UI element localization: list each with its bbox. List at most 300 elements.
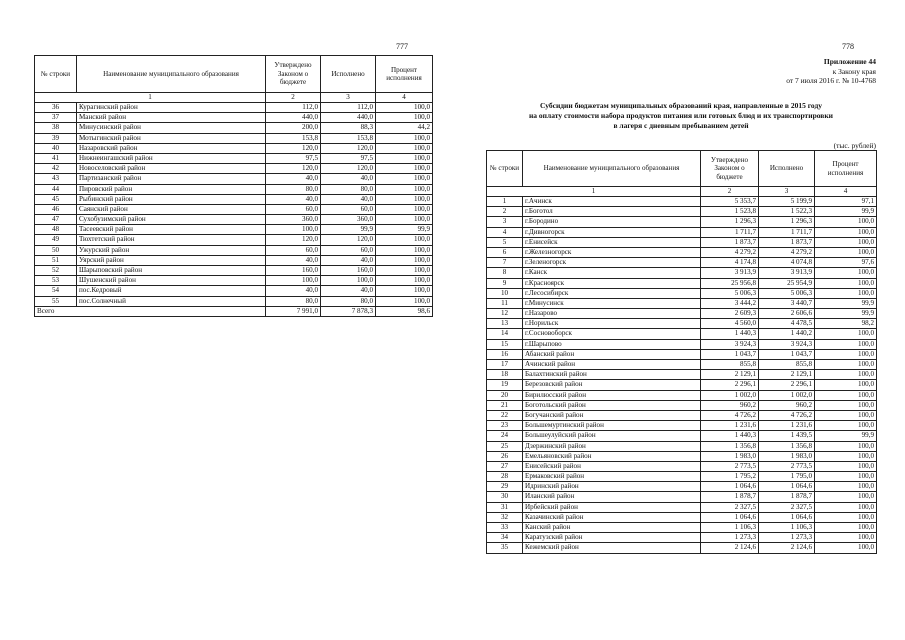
municipality-name: Емельяновский район [523, 451, 701, 461]
table-row [487, 268, 877, 278]
execution-percent: 100,0 [815, 533, 877, 543]
municipality-name: Иланский район [523, 492, 701, 502]
executed-amount: 855,8 [759, 360, 815, 370]
left-page-number: 777 [396, 42, 408, 51]
municipality-name: Новоселовский район [77, 164, 266, 174]
execution-percent: 100,0 [815, 461, 877, 471]
table-row [35, 133, 433, 143]
municipality-name: Балахтинский район [523, 370, 701, 380]
executed-amount: 2 296,1 [759, 380, 815, 390]
execution-percent: 100,0 [815, 247, 877, 257]
municipality-name: Партизанский район [77, 174, 266, 184]
col-number-3: 3 [321, 93, 376, 103]
row-number: 7 [487, 258, 523, 268]
annex-date: от 7 июля 2016 г. № 10-4768 [786, 76, 876, 85]
execution-percent: 100,0 [376, 133, 433, 143]
table-row [35, 225, 433, 235]
title-line-2: на оплату стоимости набора продуктов питания или готовых блюд и их транспортировки [528, 111, 833, 120]
approved-amount: 4 174,8 [701, 258, 759, 268]
table-row [487, 258, 877, 268]
execution-percent: 100,0 [815, 502, 877, 512]
table-row [35, 123, 433, 133]
annex-law-reference: к Закону края [832, 66, 876, 76]
row-number: 42 [35, 164, 77, 174]
approved-amount: 960,2 [701, 400, 759, 410]
approved-amount: 4 279,2 [701, 247, 759, 257]
execution-percent: 100,0 [815, 543, 877, 553]
row-number: 2 [487, 207, 523, 217]
approved-amount: 112,0 [266, 103, 321, 113]
execution-percent: 100,0 [376, 143, 433, 153]
header-percent: Процент исполнения [815, 151, 877, 187]
execution-percent: 100,0 [376, 266, 433, 276]
execution-percent: 100,0 [815, 370, 877, 380]
municipality-name: г.Норильск [523, 319, 701, 329]
table-row [487, 339, 877, 349]
approved-amount: 1 356,8 [701, 441, 759, 451]
executed-amount: 1 356,8 [759, 441, 815, 451]
approved-amount: 120,0 [266, 143, 321, 153]
executed-amount: 2 129,1 [759, 370, 815, 380]
row-number: 17 [487, 360, 523, 370]
total-label: Всего [35, 306, 266, 316]
row-number: 44 [35, 184, 77, 194]
table-row [487, 482, 877, 492]
row-number: 18 [487, 370, 523, 380]
executed-amount: 120,0 [321, 235, 376, 245]
row-number: 40 [35, 143, 77, 153]
table-row [35, 245, 433, 255]
executed-amount: 1 878,7 [759, 492, 815, 502]
municipality-name: Мотыгинский район [77, 133, 266, 143]
execution-percent: 100,0 [815, 410, 877, 420]
approved-amount: 97,5 [266, 153, 321, 163]
municipality-name: Шушенский район [77, 276, 266, 286]
row-number: 52 [35, 266, 77, 276]
municipality-name: Саянский район [77, 204, 266, 214]
approved-amount: 80,0 [266, 184, 321, 194]
table-row [35, 174, 433, 184]
municipality-name: г.Сосновоборск [523, 329, 701, 339]
row-number: 45 [35, 194, 77, 204]
execution-percent: 100,0 [815, 380, 877, 390]
executed-amount: 2 327,5 [759, 502, 815, 512]
table-row [35, 215, 433, 225]
left-page-table-container [34, 55, 432, 317]
execution-percent: 100,0 [815, 523, 877, 533]
row-number: 47 [35, 215, 77, 225]
table-row [487, 533, 877, 543]
municipality-name: г.Ачинск [523, 197, 701, 207]
row-number: 6 [487, 247, 523, 257]
row-number: 8 [487, 268, 523, 278]
row-number: 51 [35, 255, 77, 265]
municipality-name: Ермаковский район [523, 472, 701, 482]
executed-amount: 1 440,2 [759, 329, 815, 339]
approved-amount: 1 440,3 [701, 329, 759, 339]
executed-amount: 1 043,7 [759, 349, 815, 359]
executed-amount: 1 296,3 [759, 217, 815, 227]
header-percent: Процент исполнения [376, 56, 433, 93]
table-row [487, 329, 877, 339]
execution-percent: 100,0 [376, 164, 433, 174]
table-row [487, 298, 877, 308]
approved-amount: 5 353,7 [701, 197, 759, 207]
municipality-name: г.Железногорск [523, 247, 701, 257]
table-row [487, 309, 877, 319]
municipality-name: Тасеевский район [77, 225, 266, 235]
execution-percent: 100,0 [376, 194, 433, 204]
approved-amount: 120,0 [266, 164, 321, 174]
row-number: 50 [35, 245, 77, 255]
executed-amount: 2 606,6 [759, 309, 815, 319]
table-row [487, 472, 877, 482]
executed-amount: 80,0 [321, 296, 376, 306]
col-number-2: 2 [266, 93, 321, 103]
municipality-name: пос.Кедровый [77, 286, 266, 296]
executed-amount: 25 954,9 [759, 278, 815, 288]
approved-amount: 60,0 [266, 245, 321, 255]
table-row [487, 523, 877, 533]
col-number-1: 1 [487, 187, 701, 197]
right-page-table-container [486, 150, 876, 554]
row-number: 10 [487, 288, 523, 298]
row-number: 41 [35, 153, 77, 163]
approved-amount: 60,0 [266, 204, 321, 214]
municipality-name: г.Назарово [523, 309, 701, 319]
table-row [487, 502, 877, 512]
executed-amount: 1 064,6 [759, 482, 815, 492]
municipality-name: Шарыповский район [77, 266, 266, 276]
table-row [487, 247, 877, 257]
municipality-name: Сухобузимский район [77, 215, 266, 225]
execution-percent: 100,0 [376, 296, 433, 306]
municipality-name: Ачинский район [523, 360, 701, 370]
executed-amount: 1 106,3 [759, 523, 815, 533]
row-number: 39 [35, 133, 77, 143]
municipality-name: Березовский район [523, 380, 701, 390]
approved-amount: 1 440,3 [701, 431, 759, 441]
approved-amount: 40,0 [266, 174, 321, 184]
row-number: 27 [487, 461, 523, 471]
row-number: 32 [487, 512, 523, 522]
execution-percent: 100,0 [815, 227, 877, 237]
row-number: 20 [487, 390, 523, 400]
table-row [487, 380, 877, 390]
executed-amount: 60,0 [321, 245, 376, 255]
executed-amount: 112,0 [321, 103, 376, 113]
approved-amount: 2 773,5 [701, 461, 759, 471]
approved-amount: 120,0 [266, 235, 321, 245]
row-number: 33 [487, 523, 523, 533]
row-number: 26 [487, 451, 523, 461]
approved-amount: 1 795,2 [701, 472, 759, 482]
table-row [487, 410, 877, 420]
execution-percent: 100,0 [815, 492, 877, 502]
executed-amount: 4 279,2 [759, 247, 815, 257]
total-executed: 7 878,3 [321, 306, 376, 316]
municipality-name: г.Дивногорск [523, 227, 701, 237]
col-number-3: 3 [759, 187, 815, 197]
municipality-name: Кежемский район [523, 543, 701, 553]
municipality-name: Курагинский район [77, 103, 266, 113]
municipality-name: Богучанский район [523, 410, 701, 420]
table-row [487, 370, 877, 380]
execution-percent: 100,0 [815, 268, 877, 278]
table-row [35, 286, 433, 296]
row-number: 21 [487, 400, 523, 410]
row-number: 23 [487, 421, 523, 431]
execution-percent: 99,9 [815, 309, 877, 319]
executed-amount: 960,2 [759, 400, 815, 410]
executed-amount: 3 913,9 [759, 268, 815, 278]
execution-percent: 100,0 [815, 451, 877, 461]
execution-percent: 100,0 [376, 255, 433, 265]
executed-amount: 88,3 [321, 123, 376, 133]
right-page-number: 778 [842, 42, 854, 51]
execution-percent: 100,0 [815, 441, 877, 451]
table-row [35, 255, 433, 265]
row-number: 14 [487, 329, 523, 339]
row-number: 4 [487, 227, 523, 237]
municipality-name: г.Боготол [523, 207, 701, 217]
col-number-1: 1 [35, 93, 266, 103]
row-number: 25 [487, 441, 523, 451]
municipality-name: г.Минусинск [523, 298, 701, 308]
executed-amount: 3 440,7 [759, 298, 815, 308]
table-row [35, 266, 433, 276]
municipality-name: Казачинский район [523, 512, 701, 522]
execution-percent: 99,9 [376, 225, 433, 235]
total-approved: 7 991,0 [266, 306, 321, 316]
approved-amount: 1 231,6 [701, 421, 759, 431]
executed-amount: 40,0 [321, 194, 376, 204]
table-row [487, 421, 877, 431]
municipality-name: г.Енисейск [523, 237, 701, 247]
approved-amount: 100,0 [266, 276, 321, 286]
table-row [487, 227, 877, 237]
row-number: 37 [35, 113, 77, 123]
municipality-name: г.Зеленогорск [523, 258, 701, 268]
execution-percent: 100,0 [815, 349, 877, 359]
table-row [487, 461, 877, 471]
approved-amount: 1 878,7 [701, 492, 759, 502]
approved-amount: 1 064,6 [701, 512, 759, 522]
row-number: 9 [487, 278, 523, 288]
execution-percent: 100,0 [376, 204, 433, 214]
approved-amount: 2 327,5 [701, 502, 759, 512]
row-number: 15 [487, 339, 523, 349]
execution-percent: 100,0 [815, 278, 877, 288]
municipality-name: Каратузский район [523, 533, 701, 543]
executed-amount: 4 726,2 [759, 410, 815, 420]
approved-amount: 3 924,3 [701, 339, 759, 349]
execution-percent: 100,0 [815, 339, 877, 349]
row-number: 36 [35, 103, 77, 113]
row-number: 22 [487, 410, 523, 420]
title-line-1: Субсидии бюджетам муниципальных образований края, направленные в 2015 году [539, 101, 823, 110]
approved-amount: 1 711,7 [701, 227, 759, 237]
execution-percent: 100,0 [815, 472, 877, 482]
header-approved: Утверждено Законом о бюджете [266, 56, 321, 93]
row-number: 48 [35, 225, 77, 235]
right-table [486, 150, 877, 554]
table-row [487, 288, 877, 298]
executed-amount: 1 795,0 [759, 472, 815, 482]
approved-amount: 1 002,0 [701, 390, 759, 400]
row-number: 30 [487, 492, 523, 502]
row-number: 13 [487, 319, 523, 329]
approved-amount: 1 064,6 [701, 482, 759, 492]
table-row [35, 235, 433, 245]
executed-amount: 1 439,5 [759, 431, 815, 441]
table-row [487, 197, 877, 207]
executed-amount: 4 074,8 [759, 258, 815, 268]
table-row [35, 103, 433, 113]
municipality-name: Бирилюсский район [523, 390, 701, 400]
execution-percent: 100,0 [815, 421, 877, 431]
approved-amount: 4 560,0 [701, 319, 759, 329]
executed-amount: 100,0 [321, 276, 376, 286]
row-number: 55 [35, 296, 77, 306]
row-number: 34 [487, 533, 523, 543]
executed-amount: 4 478,5 [759, 319, 815, 329]
executed-amount: 1 983,0 [759, 451, 815, 461]
municipality-name: Уярский район [77, 255, 266, 265]
municipality-name: Рыбинский район [77, 194, 266, 204]
execution-percent: 97,6 [815, 258, 877, 268]
executed-amount: 153,8 [321, 133, 376, 143]
municipality-name: Большеулуйский район [523, 431, 701, 441]
row-number: 11 [487, 298, 523, 308]
units-label: (тыс. рублей) [833, 141, 876, 150]
executed-amount: 1 522,3 [759, 207, 815, 217]
execution-percent: 100,0 [376, 174, 433, 184]
row-number: 29 [487, 482, 523, 492]
executed-amount: 440,0 [321, 113, 376, 123]
row-number: 31 [487, 502, 523, 512]
row-number: 53 [35, 276, 77, 286]
approved-amount: 360,0 [266, 215, 321, 225]
approved-amount: 40,0 [266, 255, 321, 265]
execution-percent: 100,0 [815, 288, 877, 298]
municipality-name: г.Лесосибирск [523, 288, 701, 298]
left-table [34, 55, 433, 317]
executed-amount: 5 199,9 [759, 197, 815, 207]
total-percent: 98,6 [376, 306, 433, 316]
row-number: 12 [487, 309, 523, 319]
row-number: 49 [35, 235, 77, 245]
execution-percent: 44,2 [376, 123, 433, 133]
executed-amount: 80,0 [321, 184, 376, 194]
approved-amount: 3 913,9 [701, 268, 759, 278]
executed-amount: 97,5 [321, 153, 376, 163]
approved-amount: 100,0 [266, 225, 321, 235]
header-municipality: Наименование муниципального образования [77, 56, 266, 93]
right-table-body [487, 197, 877, 554]
municipality-name: Енисейский район [523, 461, 701, 471]
executed-amount: 160,0 [321, 266, 376, 276]
execution-percent: 100,0 [815, 482, 877, 492]
approved-amount: 1 273,3 [701, 533, 759, 543]
municipality-name: Ирбейский район [523, 502, 701, 512]
row-number: 16 [487, 349, 523, 359]
executed-amount: 360,0 [321, 215, 376, 225]
execution-percent: 98,2 [815, 319, 877, 329]
executed-amount: 60,0 [321, 204, 376, 214]
approved-amount: 40,0 [266, 286, 321, 296]
approved-amount: 2 296,1 [701, 380, 759, 390]
municipality-name: Тюхтетский район [77, 235, 266, 245]
municipality-name: г.Бородино [523, 217, 701, 227]
table-row [487, 390, 877, 400]
table-row [35, 113, 433, 123]
municipality-name: Боготольский район [523, 400, 701, 410]
table-row [487, 543, 877, 553]
approved-amount: 2 609,3 [701, 309, 759, 319]
municipality-name: Минусинский район [77, 123, 266, 133]
document-title [486, 101, 876, 131]
municipality-name: Большемуртинский район [523, 421, 701, 431]
execution-percent: 100,0 [376, 103, 433, 113]
municipality-name: Идринский район [523, 482, 701, 492]
title-line-3: в лагеря с дневным пребыванием детей [613, 121, 749, 130]
execution-percent: 100,0 [376, 153, 433, 163]
table-row [35, 153, 433, 163]
execution-percent: 100,0 [815, 390, 877, 400]
annex-header [786, 57, 876, 86]
col-number-4: 4 [376, 93, 433, 103]
executed-amount: 40,0 [321, 255, 376, 265]
executed-amount: 2 124,6 [759, 543, 815, 553]
table-row [35, 184, 433, 194]
execution-percent: 99,9 [815, 298, 877, 308]
left-table-body [35, 103, 433, 307]
header-approved: Утверждено Законом о бюджете [701, 151, 759, 187]
header-executed: Исполнено [759, 151, 815, 187]
execution-percent: 100,0 [815, 217, 877, 227]
executed-amount: 5 006,3 [759, 288, 815, 298]
approved-amount: 80,0 [266, 296, 321, 306]
row-number: 19 [487, 380, 523, 390]
execution-percent: 100,0 [815, 237, 877, 247]
municipality-name: Пировский район [77, 184, 266, 194]
row-number: 5 [487, 237, 523, 247]
municipality-name: г.Канск [523, 268, 701, 278]
executed-amount: 120,0 [321, 164, 376, 174]
executed-amount: 1 002,0 [759, 390, 815, 400]
municipality-name: пос.Солнечный [77, 296, 266, 306]
table-row [487, 217, 877, 227]
approved-amount: 1 983,0 [701, 451, 759, 461]
table-row [487, 431, 877, 441]
header-executed: Исполнено [321, 56, 376, 93]
municipality-name: Манский район [77, 113, 266, 123]
header-row-number: № строки [487, 151, 523, 187]
execution-percent: 100,0 [376, 245, 433, 255]
col-number-4: 4 [815, 187, 877, 197]
table-row [35, 296, 433, 306]
execution-percent: 100,0 [376, 184, 433, 194]
execution-percent: 99,9 [815, 207, 877, 217]
header-municipality: Наименование муниципального образования [523, 151, 701, 187]
approved-amount: 855,8 [701, 360, 759, 370]
municipality-name: г.Красноярск [523, 278, 701, 288]
execution-percent: 100,0 [376, 215, 433, 225]
executed-amount: 99,9 [321, 225, 376, 235]
table-row [487, 207, 877, 217]
approved-amount: 1 296,3 [701, 217, 759, 227]
